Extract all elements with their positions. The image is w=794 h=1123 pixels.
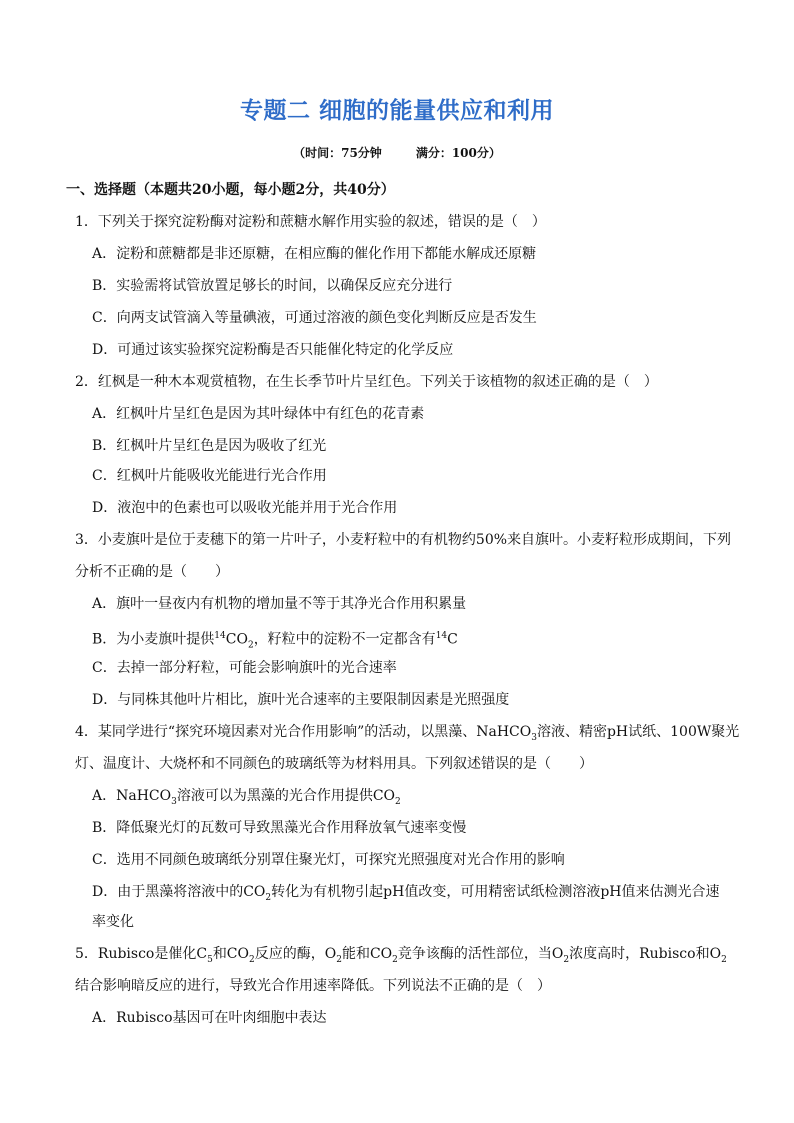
q4d-text-2: 转化为有机物引起pH值改变，可用精密试纸检测溶液pH值来估测光合速 [271, 884, 720, 900]
exam-info [0, 144, 794, 161]
question-1-option-b: B．实验需将试管放置足够长的时间，以确保反应充分进行 [92, 278, 453, 294]
q5-sub-5: 2 [563, 954, 570, 965]
q3b-isotope-2: 14 [435, 631, 448, 641]
exam-time: （时间：75分钟 [293, 146, 382, 160]
q3b-isotope-1: 14 [214, 631, 226, 641]
q3b-text-4: C [447, 631, 458, 648]
q3b-subscript: 2 [247, 640, 254, 651]
q5-sub-3: 2 [336, 954, 342, 965]
question-1-stem: 1．下列关于探究淀粉酶对淀粉和蔗糖水解作用实验的叙述，错误的是（ ） [75, 214, 546, 230]
q4d-subscript: 2 [265, 892, 272, 903]
question-5-stem-line1 [75, 944, 727, 970]
question-3-option-d: D．与同株其他叶片相比，旗叶光合速率的主要限制因素是光照强度 [92, 692, 510, 708]
q4a-subscript-2: 2 [395, 796, 401, 807]
question-5-option-a: A．Rubisco基因可在叶肉细胞中表达 [92, 1010, 327, 1026]
q5-sub-6: 2 [721, 954, 727, 965]
q5-sub-2: 2 [249, 954, 255, 965]
question-4-stem-line2: 灯、温度计、大烧杯和不同颜色的玻璃纸等为材料用具。下列叙述错误的是（ ） [75, 756, 593, 772]
question-1-option-d: D．可通过该实验探究淀粉酶是否只能催化特定的化学反应 [92, 342, 454, 358]
question-1-option-c: C．向两支试管滴入等量碘液，可通过溶液的颜色变化判断反应是否发生 [92, 310, 537, 326]
question-4-option-d-line2: 率变化 [92, 914, 134, 930]
q5-text-c: 反应的酶，O [254, 946, 337, 962]
q4a-text-1: A．NaHCO [92, 788, 172, 804]
question-3-option-b [92, 626, 458, 655]
q4-subscript: 3 [531, 732, 537, 743]
question-3-option-c: C．去掉一部分籽粒，可能会影响旗叶的光合速率 [92, 660, 397, 676]
q3b-text-3: ，籽粒中的淀粉不一定都含有 [253, 631, 436, 648]
q5-text-b: 和CO [212, 946, 250, 962]
question-3-option-a: A．旗叶一昼夜内有机物的增加量不等于其净光合作用积累量 [92, 596, 467, 612]
q4a-text-2: 溶液可以为黑藻的光合作用提供CO [176, 788, 396, 804]
q5-sub-4: 2 [392, 954, 398, 965]
question-2-option-c: C．红枫叶片能吸收光能进行光合作用 [92, 468, 327, 484]
question-3-stem-line1: 3．小麦旗叶是位于麦穗下的第一片叶子，小麦籽粒中的有机物约50%来自旗叶。小麦籽粒形成期间，下列 [75, 532, 732, 548]
question-4-option-c: C．选用不同颜色玻璃纸分别罩住聚光灯，可探究光照强度对光合作用的影响 [92, 852, 565, 868]
section-heading: 一、选择题（本题共20小题，每小题2分，共40分） [66, 182, 395, 198]
question-4-stem-line1 [75, 722, 739, 748]
question-3-stem-line2: 分析不正确的是（ ） [75, 564, 229, 580]
q3b-text-1: B．为小麦旗叶提供 [92, 631, 215, 648]
question-4-option-a [92, 786, 401, 812]
q5-text-e: 竞争该酶的活性部位，当O [397, 946, 564, 962]
q5-sub-1: 5 [207, 954, 213, 965]
question-2-option-a: A．红枫叶片呈红色是因为其叶绿体中有红色的花青素 [92, 406, 425, 422]
exam-score: 满分：100分） [415, 146, 501, 160]
q4a-subscript-1: 3 [171, 796, 177, 807]
question-4-option-b: B．降低聚光灯的瓦数可导致黑藻光合作用释放氧气速率变慢 [92, 820, 467, 836]
q3b-text-2: CO [225, 631, 248, 648]
question-4-option-d-line1 [92, 882, 720, 908]
question-2-option-b: B．红枫叶片呈红色是因为吸收了红光 [92, 438, 327, 454]
q5-text-f: 浓度高时，Rubisco和O [569, 946, 722, 962]
q4-text-2: 溶液、精密pH试纸、100W聚光 [536, 724, 740, 740]
question-2-stem: 2．红枫是一种木本观赏植物，在生长季节叶片呈红色。下列关于该植物的叙述正确的是（ ） [75, 374, 658, 390]
question-5-stem-line2: 结合影响暗反应的进行，导致光合作用速率降低。下列说法不正确的是（ ） [75, 978, 551, 994]
q4-text-1: 4．某同学进行“探究环境因素对光合作用影响”的活动，以黑藻、NaHCO [75, 724, 532, 740]
question-2-option-d: D．液泡中的色素也可以吸收光能并用于光合作用 [92, 500, 398, 516]
q5-text-a: 5．Rubisco是催化C [75, 946, 208, 962]
question-1-option-a: A．淀粉和蔗糖都是非还原糖，在相应酶的催化作用下都能水解成还原糖 [92, 246, 537, 262]
q5-text-d: 能和CO [341, 946, 393, 962]
q4d-text-1: D．由于黑藻将溶液中的CO [92, 884, 266, 900]
page-title: 专题二 细胞的能量供应和利用 [239, 98, 554, 124]
